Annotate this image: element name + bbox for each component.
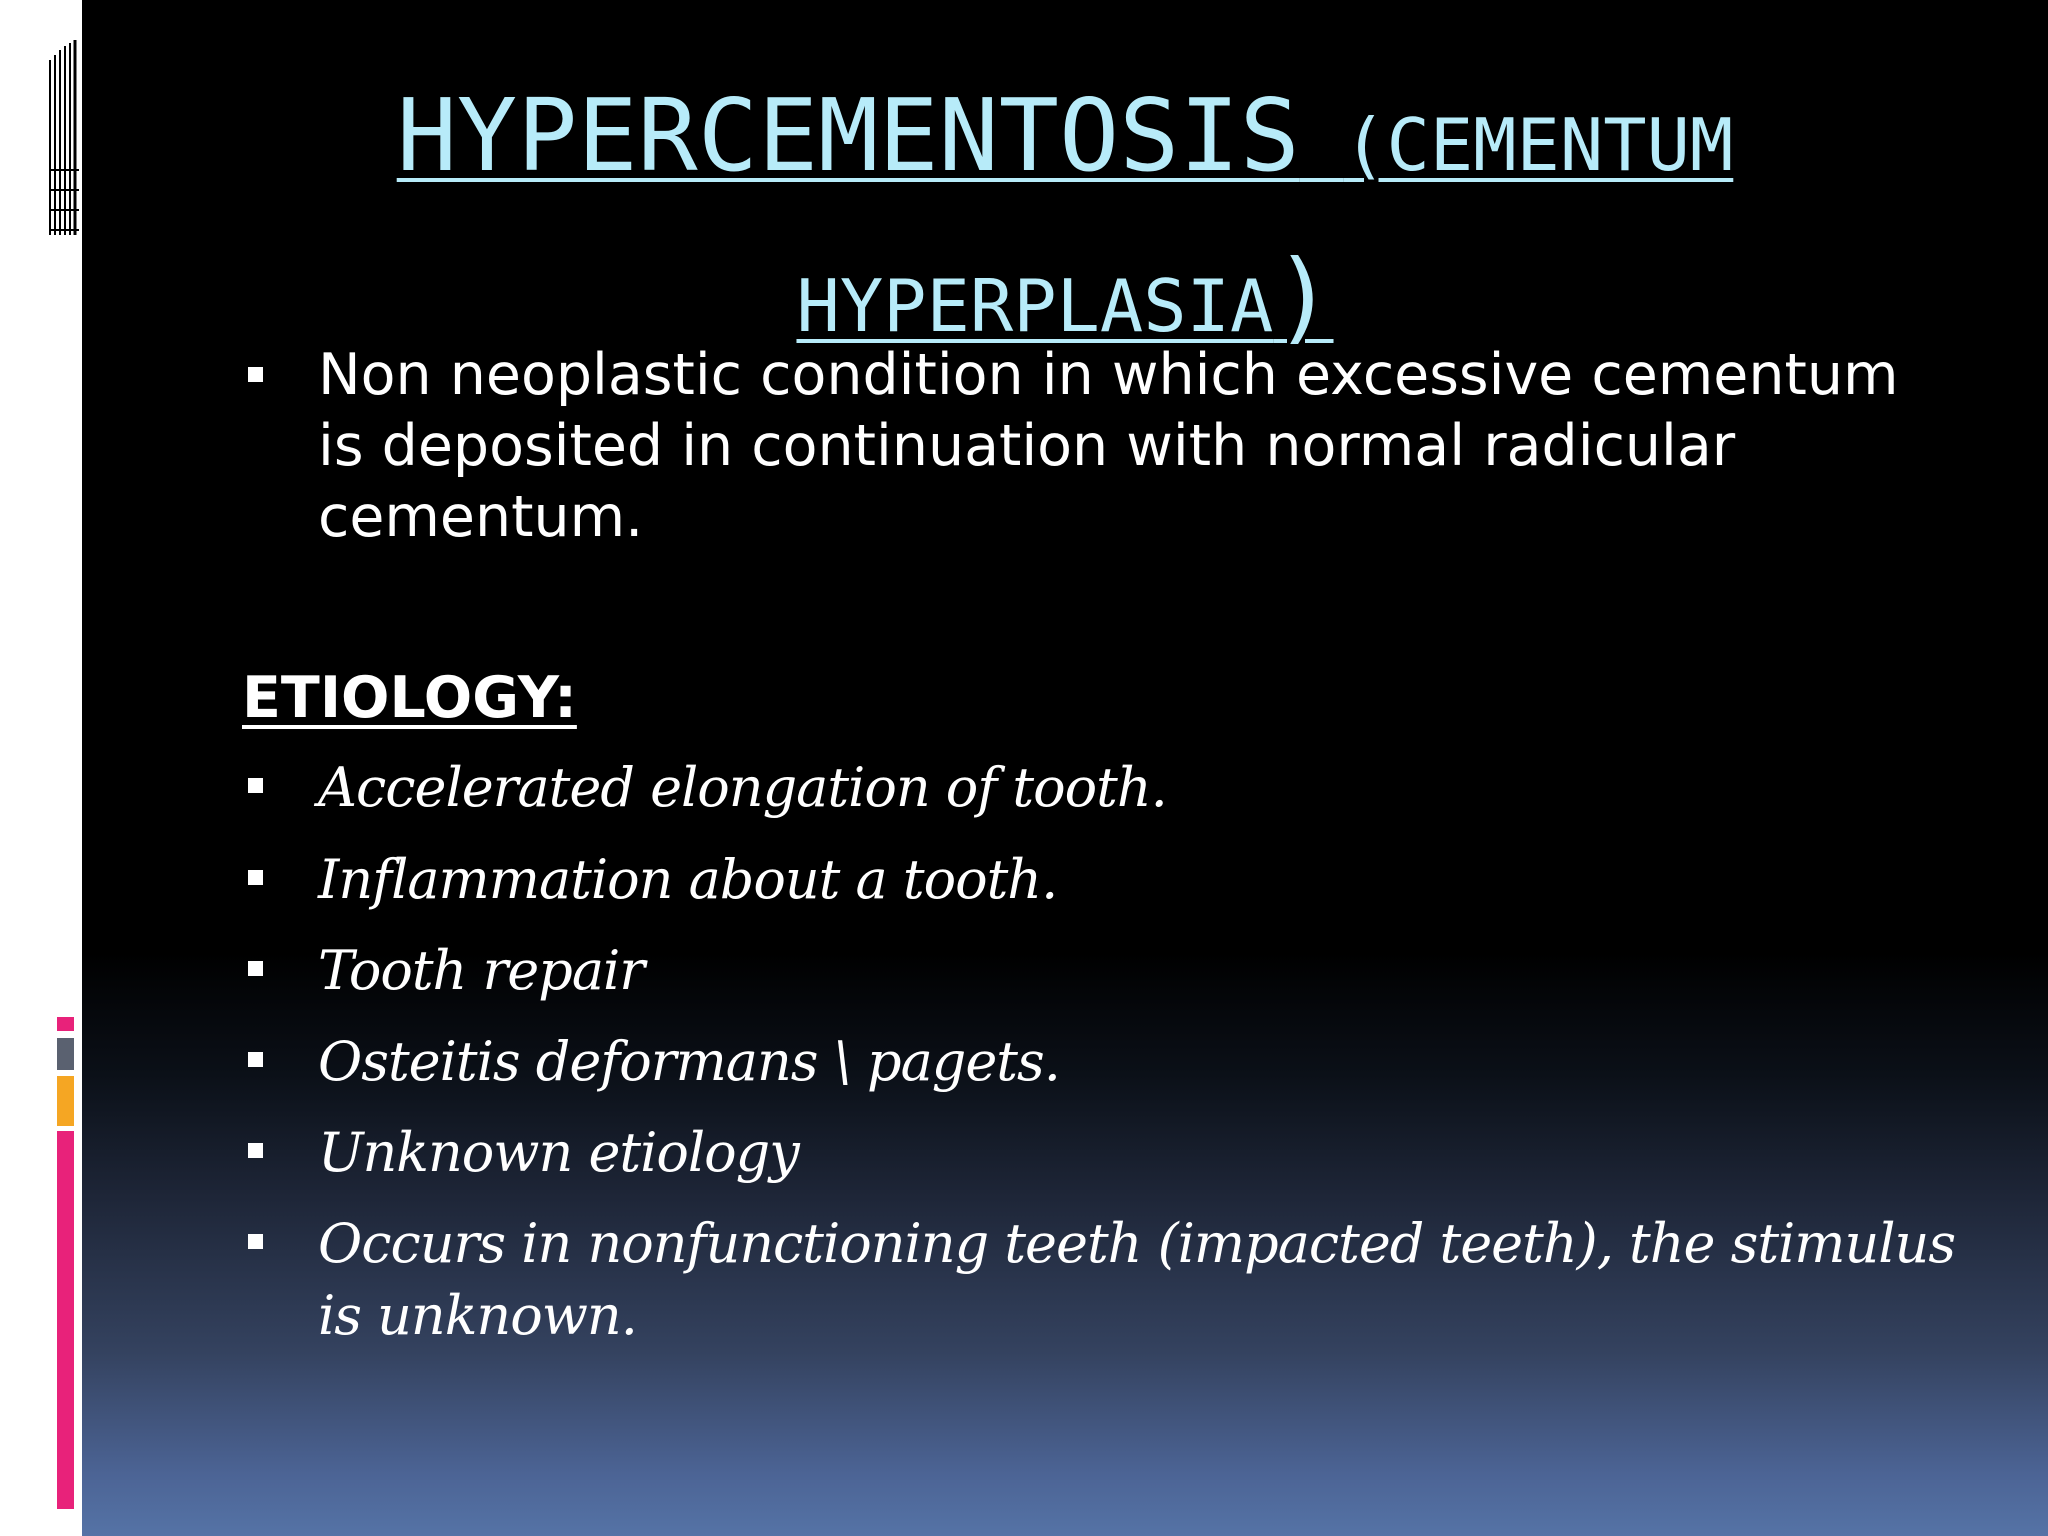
accent-bar-pink-top <box>57 1017 74 1031</box>
title-line-1 <box>82 70 2048 231</box>
title-main: HYPERCEMENTOSIS <box>396 77 1300 194</box>
accent-bar-gray <box>57 1038 74 1070</box>
etiology-item: Inflammation about a tooth. <box>318 848 1058 911</box>
bullet-square-icon <box>248 870 263 885</box>
title-sub-1: (CEMENTUM <box>1343 103 1734 187</box>
decorative-lines-icon <box>49 40 79 235</box>
bullet-square-icon <box>248 367 263 382</box>
etiology-heading: ETIOLOGY: <box>242 665 577 731</box>
etiology-item: Tooth repair <box>318 939 645 1002</box>
bullet-square-icon <box>248 1052 263 1067</box>
bullet-square-icon <box>248 961 263 976</box>
title-sub-2: HYPERPLASIA <box>796 264 1274 348</box>
bullet-square-icon <box>248 1234 263 1249</box>
bullet-square-icon <box>248 778 263 793</box>
left-decoration-strip <box>0 0 82 1536</box>
bullet-square-icon <box>248 1143 263 1158</box>
etiology-item: Unknown etiology <box>318 1121 799 1184</box>
etiology-item: Osteitis deformans \ pagets. <box>318 1030 1060 1093</box>
etiology-item: Accelerated elongation of tooth. <box>318 756 1167 819</box>
accent-bar-pink <box>57 1131 74 1509</box>
etiology-item: Occurs in nonfunctioning teeth (impacted teeth), the stimulus is unknown. <box>318 1212 1956 1347</box>
definition-text: Non neoplastic condition in which excessive cementum is deposited in continuation with normal radicular cementum. <box>318 342 1899 550</box>
title-close-paren: ) <box>1273 238 1334 355</box>
accent-bar-orange <box>57 1076 74 1126</box>
